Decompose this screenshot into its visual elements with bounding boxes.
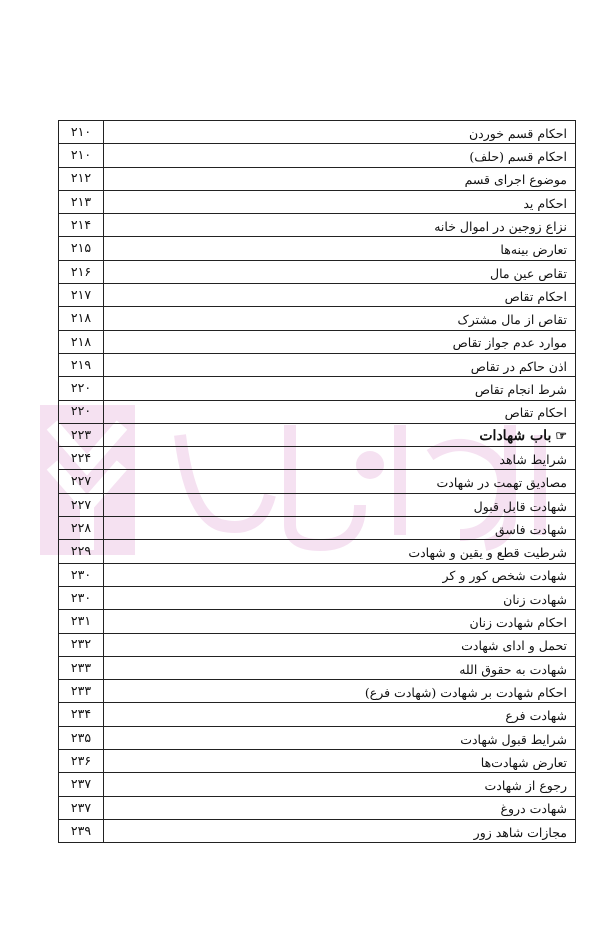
toc-entry-title: تعارض شهادت‌ها — [480, 754, 567, 770]
toc-row — [59, 563, 576, 586]
toc-entry-title-cell — [104, 750, 576, 773]
toc-entry-title-cell — [104, 680, 576, 703]
toc-entry-title: احکام قسم (حلف) — [469, 149, 567, 165]
toc-page-number: ۲۲۸ — [59, 517, 104, 540]
toc-entry-title-cell — [104, 493, 576, 516]
toc-row — [59, 353, 576, 376]
toc-row — [59, 307, 576, 330]
toc-entry-title-cell — [104, 656, 576, 679]
toc-page-number: ۲۲۷ — [59, 470, 104, 493]
toc-entry-title: شهادت دروغ — [500, 801, 567, 817]
toc-entry-title: رجوع از شهادت — [484, 778, 567, 794]
toc-page-number: ۲۳۲ — [59, 633, 104, 656]
toc-entry-title: شرط انجام تقاص — [474, 382, 567, 398]
toc-entry-title-cell — [104, 586, 576, 609]
toc-row — [59, 214, 576, 237]
toc-entry-title: احکام ید — [523, 195, 567, 211]
toc-row — [59, 726, 576, 749]
toc-row — [59, 237, 576, 260]
toc-entry-title-cell — [104, 703, 576, 726]
toc-entry-title-cell — [104, 563, 576, 586]
toc-row — [59, 540, 576, 563]
toc-row — [59, 260, 576, 283]
section-heading-text: باب شهادات — [479, 428, 552, 445]
toc-row — [59, 586, 576, 609]
toc-entry-title-cell — [104, 610, 576, 633]
toc-page-number: ۲۲۷ — [59, 493, 104, 516]
toc-entry-title: اذن حاکم در تقاص — [470, 358, 567, 374]
toc-entry-title-cell — [104, 796, 576, 819]
toc-row — [59, 470, 576, 493]
toc-entry-title: شرطیت قطع و یقین و شهادت — [408, 545, 567, 561]
toc-row — [59, 819, 576, 842]
toc-entry-title: شرایط شاهد — [499, 451, 567, 467]
toc-entry-title: احکام تقاص — [504, 405, 567, 421]
toc-page-number: ۲۱۸ — [59, 307, 104, 330]
toc-entry-title-cell — [104, 377, 576, 400]
toc-entry-title-cell — [104, 190, 576, 213]
toc-entry-title: احکام شهادت زنان — [469, 615, 567, 631]
toc-row — [59, 167, 576, 190]
toc-page-number: ۲۲۴ — [59, 447, 104, 470]
toc-entry-title: تقاص عین مال — [489, 265, 567, 281]
toc-entry-title: احکام شهادت بر شهادت (شهادت فرع) — [364, 684, 567, 700]
toc-page-number: ۲۳۰ — [59, 586, 104, 609]
toc-page-number: ۲۲۳ — [59, 423, 104, 446]
toc-entry-title: تحمل و ادای شهادت — [461, 638, 567, 654]
toc-page-number: ۲۲۹ — [59, 540, 104, 563]
toc-row — [59, 517, 576, 540]
toc-entry-title-cell — [104, 517, 576, 540]
toc-entry-title-cell — [104, 447, 576, 470]
toc-page-number: ۲۲۰ — [59, 400, 104, 423]
toc-entry-title-cell — [104, 260, 576, 283]
toc-page-number: ۲۱۴ — [59, 214, 104, 237]
toc-entry-title-cell — [104, 121, 576, 144]
toc-entry-title-cell — [104, 353, 576, 376]
toc-page-number: ۲۱۳ — [59, 190, 104, 213]
toc-row — [59, 610, 576, 633]
toc-entry-title-cell — [104, 214, 576, 237]
toc-entry-title: شرایط قبول شهادت — [460, 731, 567, 747]
toc-page-number: ۲۱۷ — [59, 284, 104, 307]
toc-entry-title: مصادیق تهمت در شهادت — [436, 475, 567, 491]
toc-page-number: ۲۱۵ — [59, 237, 104, 260]
toc-page-number: ۲۱۶ — [59, 260, 104, 283]
toc-entry-title-cell — [104, 726, 576, 749]
toc-row — [59, 493, 576, 516]
toc-page-number: ۲۳۴ — [59, 703, 104, 726]
toc-row — [59, 121, 576, 144]
toc-row — [59, 773, 576, 796]
toc-page-number: ۲۳۶ — [59, 750, 104, 773]
toc-page-number: ۲۳۹ — [59, 819, 104, 842]
toc-entry-title: تعارض بینه‌ها — [500, 242, 567, 258]
toc-row — [59, 330, 576, 353]
toc-entry-title: تقاص از مال مشترک — [457, 312, 567, 328]
toc-entry-title: شهادت فرع — [505, 708, 567, 724]
toc-entry-title: شهادت فاسق — [494, 521, 567, 537]
toc-row — [59, 377, 576, 400]
table-of-contents — [58, 120, 576, 843]
toc-entry-title: شهادت شخص کور و کر — [442, 568, 567, 584]
toc-entry-title-cell — [104, 144, 576, 167]
toc-page-number: ۲۳۵ — [59, 726, 104, 749]
toc-entry-title-cell — [104, 237, 576, 260]
toc-entry-title-cell — [104, 470, 576, 493]
toc-entry-title-cell — [104, 400, 576, 423]
toc-page-number: ۲۲۰ — [59, 377, 104, 400]
toc-page-number: ۲۳۳ — [59, 680, 104, 703]
toc-entry-title: احکام تقاص — [504, 288, 567, 304]
toc-row — [59, 656, 576, 679]
toc-row — [59, 633, 576, 656]
toc-entry-title-cell — [104, 284, 576, 307]
toc-page-number: ۲۳۱ — [59, 610, 104, 633]
toc-row — [59, 190, 576, 213]
toc-row — [59, 750, 576, 773]
toc-row — [59, 447, 576, 470]
toc-entry-title-cell — [104, 633, 576, 656]
toc-row — [59, 796, 576, 819]
toc-page-number: ۲۳۷ — [59, 773, 104, 796]
toc-page-number: ۲۱۲ — [59, 167, 104, 190]
toc-entry-title: شهادت زنان — [503, 591, 567, 607]
toc-entry-title: مجازات شاهد زور — [473, 824, 567, 840]
toc-entry-title-cell — [104, 540, 576, 563]
toc-entry-title: شهادت قابل قبول — [473, 498, 567, 514]
toc-entry-title-cell — [104, 423, 576, 446]
toc-page-number: ۲۱۰ — [59, 121, 104, 144]
toc-row — [59, 284, 576, 307]
toc-row — [59, 144, 576, 167]
toc-section-heading-row — [59, 423, 576, 446]
toc-entry-title: نزاع زوجین در اموال خانه — [434, 218, 567, 234]
toc-page-number: ۲۳۰ — [59, 563, 104, 586]
toc-entry-title: موضوع اجرای قسم — [464, 172, 567, 188]
toc-entry-title-cell — [104, 307, 576, 330]
toc-row — [59, 400, 576, 423]
toc-entry-title-cell — [104, 819, 576, 842]
toc-entry-title-cell — [104, 330, 576, 353]
toc-page-number: ۲۳۳ — [59, 656, 104, 679]
toc-page-number: ۲۳۷ — [59, 796, 104, 819]
pointing-hand-icon: ☞ — [555, 429, 567, 445]
toc-entry-title: شهادت به حقوق الله — [459, 661, 567, 677]
toc-page-number: ۲۱۸ — [59, 330, 104, 353]
toc-entry-title: احکام قسم خوردن — [468, 125, 567, 141]
toc-page-number: ۲۱۰ — [59, 144, 104, 167]
toc-row — [59, 680, 576, 703]
toc-entry-title: موارد عدم جواز تقاص — [452, 335, 567, 351]
toc-row — [59, 703, 576, 726]
toc-entry-title-cell — [104, 167, 576, 190]
toc-entry-title-cell — [104, 773, 576, 796]
toc-page-number: ۲۱۹ — [59, 353, 104, 376]
